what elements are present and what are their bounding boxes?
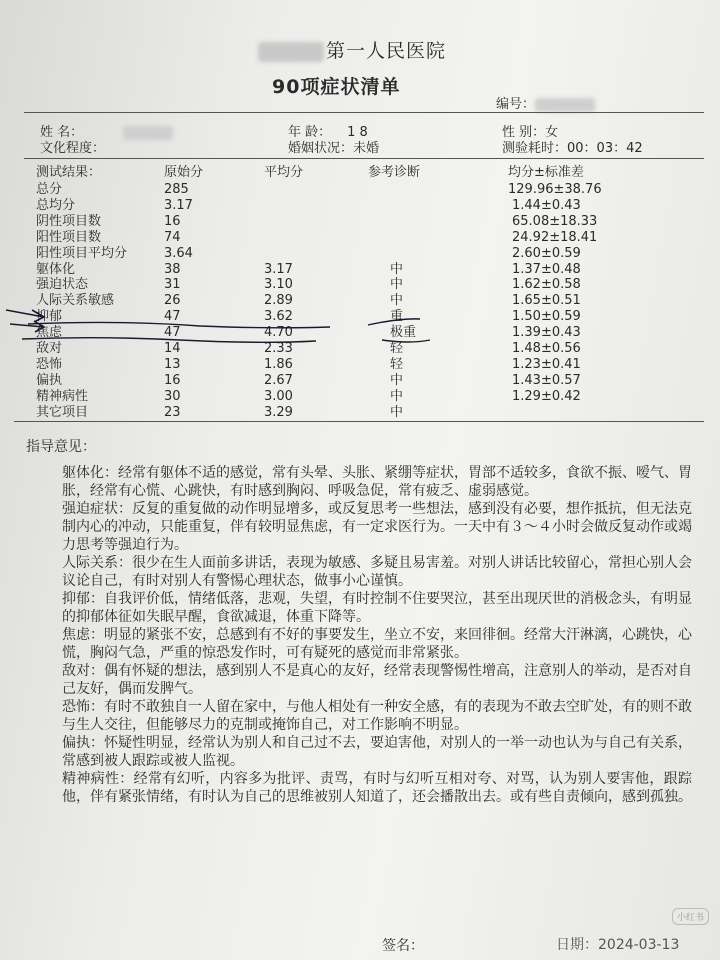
guidance-paragraph: 人际关系：很少在生人面前多讲话，表现为敏感、多疑且易害羞。对别人讲话比较留心，常担心别人会议论自己，有时对别人有警惕心理状态，做事小心谨慎。 bbox=[62, 555, 692, 589]
gender-value: 女 bbox=[545, 125, 559, 140]
row-name: 焦虑 bbox=[36, 325, 63, 341]
education-label: 文化程度： bbox=[40, 141, 106, 156]
row-norm: 1.65±0.51 bbox=[512, 293, 581, 309]
row-name: 抑郁 bbox=[36, 309, 63, 325]
col-header-norm: 均分±标准差 bbox=[508, 165, 584, 180]
form-title: 90项症状清单 bbox=[272, 76, 401, 98]
hospital-name-text: 第一人民医院 bbox=[326, 40, 447, 62]
row-diag: 轻 bbox=[390, 356, 404, 372]
col-header-avg: 平均分 bbox=[264, 165, 304, 180]
duration-label: 测验耗时： bbox=[502, 141, 568, 156]
signature-label: 签名： bbox=[382, 938, 424, 954]
row-name: 阳性项目平均分 bbox=[36, 245, 128, 261]
row-raw: 3.17 bbox=[164, 197, 193, 213]
row-avg: 3.10 bbox=[264, 277, 293, 293]
row-norm: 2.60±0.59 bbox=[512, 245, 581, 261]
row-raw: 31 bbox=[164, 277, 181, 293]
row-norm: 1.23±0.41 bbox=[512, 356, 581, 372]
row-avg: 2.89 bbox=[264, 293, 293, 309]
date-value: 2024-03-13 bbox=[598, 937, 680, 953]
row-name: 总分 bbox=[36, 182, 63, 197]
row-raw: 30 bbox=[164, 388, 181, 404]
age-value: 1 8 bbox=[347, 125, 368, 140]
guidance-paragraph: 恐怖：有时不敢独自一人留在家中，与他人相处有一种安全感，有的表现为不敢去空旷处，有的则不敢与生人交往，但能够尽力的克制或掩饰自己，对工作影响不明显。 bbox=[62, 699, 692, 733]
row-raw: 285 bbox=[164, 182, 189, 197]
marital-label: 婚姻状况： bbox=[288, 141, 354, 156]
row-raw: 16 bbox=[164, 372, 181, 388]
row-avg: 1.86 bbox=[264, 356, 293, 372]
row-norm: 1.43±0.57 bbox=[512, 372, 581, 388]
row-avg: 3.17 bbox=[264, 261, 293, 277]
guidance-paragraph: 强迫症状：反复的重复做的动作明显增多，或反复思考一些想法，感到没有必要，想作抵抗，但无法克制内心的冲动，只能重复，伴有较明显焦虑，有一定求医行为。一天中有３～４小时会做反复动作或竭力思考等强迫行为。 bbox=[62, 501, 692, 553]
row-raw: 26 bbox=[164, 293, 181, 309]
row-diag: 中 bbox=[390, 277, 404, 293]
pen-arrow-upper bbox=[6, 310, 44, 322]
col-header-diag: 参考诊断 bbox=[368, 165, 421, 180]
row-norm: 1.50±0.59 bbox=[512, 309, 581, 325]
guidance-body bbox=[62, 464, 692, 806]
row-norm: 65.08±18.33 bbox=[512, 213, 598, 229]
gender-label: 性 别： bbox=[502, 125, 546, 140]
col-header-raw: 原始分 bbox=[164, 165, 204, 180]
row-avg: 3.00 bbox=[264, 388, 293, 404]
marital-value: 未婚 bbox=[353, 141, 380, 156]
row-norm: 1.37±0.48 bbox=[512, 261, 581, 277]
row-avg: 3.29 bbox=[264, 404, 293, 420]
row-raw: 47 bbox=[164, 325, 181, 341]
row-diag: 中 bbox=[390, 261, 404, 277]
row-diag: 轻 bbox=[390, 341, 404, 356]
row-name: 阳性项目数 bbox=[36, 229, 102, 245]
watermark: 小红书 bbox=[672, 908, 709, 925]
pen-underline-anxiety bbox=[22, 338, 316, 343]
guidance-heading: 指导意见： bbox=[26, 439, 96, 455]
row-norm: 1.44±0.43 bbox=[512, 197, 581, 213]
pen-arrow-lower bbox=[10, 321, 44, 332]
row-norm: 1.39±0.43 bbox=[512, 325, 581, 341]
row-raw: 38 bbox=[164, 261, 181, 277]
duration-value: 00：03：42 bbox=[567, 141, 643, 156]
guidance-paragraph: 躯体化：经常有躯体不适的感觉，常有头晕、头胀、紧绷等症状，胃部不适较多，食欲不振、嗳气、胃胀，经常有心慌、心跳快，有时感到胸闷、呼吸急促，常有疲乏、虚弱感觉。 bbox=[62, 465, 692, 499]
row-avg: 4.70 bbox=[264, 325, 293, 341]
report-date bbox=[556, 934, 679, 954]
col-header-test: 测试结果： bbox=[36, 165, 102, 180]
row-diag: 中 bbox=[390, 293, 404, 309]
row-norm: 24.92±18.41 bbox=[512, 229, 598, 245]
row-name: 恐怖 bbox=[36, 356, 63, 372]
row-name: 总均分 bbox=[36, 197, 76, 213]
row-name: 其它项目 bbox=[36, 404, 89, 420]
row-name: 偏执 bbox=[36, 372, 63, 388]
row-diag: 中 bbox=[390, 404, 404, 420]
row-raw: 16 bbox=[164, 213, 181, 229]
row-name: 精神病性 bbox=[36, 388, 89, 404]
row-name: 强迫状态 bbox=[36, 277, 89, 293]
guidance-paragraph: 偏执：怀疑性明显，经常认为别人和自己过不去，要迫害他，对别人的一举一动也认为与自己有关系，常感到被人跟踪或被人监视。 bbox=[62, 735, 692, 769]
date-label: 日期： bbox=[556, 937, 598, 953]
row-raw: 74 bbox=[164, 229, 181, 245]
row-diag: 极重 bbox=[390, 325, 417, 341]
name-label: 姓 名： bbox=[40, 125, 84, 140]
row-diag: 中 bbox=[390, 388, 404, 404]
pen-underline-depression bbox=[28, 322, 330, 327]
row-raw: 47 bbox=[164, 309, 181, 325]
row-avg: 2.33 bbox=[264, 341, 293, 356]
row-name: 敌对 bbox=[36, 341, 63, 356]
row-name: 阴性项目数 bbox=[36, 213, 102, 229]
row-norm: 1.48±0.56 bbox=[512, 341, 581, 356]
row-raw: 3.64 bbox=[164, 245, 193, 261]
age-label: 年 龄： bbox=[288, 125, 332, 140]
row-raw: 13 bbox=[164, 356, 181, 372]
row-avg: 2.67 bbox=[264, 372, 293, 388]
guidance-paragraph: 抑郁：自我评价低，情绪低落，悲观，失望，有时控制不住要哭泣，甚至出现厌世的消极念头，有明显的抑郁体征如失眠早醒，食欲减退，体重下降等。 bbox=[62, 591, 692, 625]
serial-label: 编号： bbox=[496, 97, 536, 112]
row-raw: 23 bbox=[164, 404, 181, 420]
row-norm: 1.29±0.42 bbox=[512, 388, 581, 404]
row-norm: 1.62±0.58 bbox=[512, 277, 581, 293]
row-avg: 3.62 bbox=[264, 309, 293, 325]
row-norm: 129.96±38.76 bbox=[508, 182, 602, 197]
row-diag: 中 bbox=[390, 372, 404, 388]
row-raw: 14 bbox=[164, 341, 181, 356]
row-name: 躯体化 bbox=[36, 261, 76, 277]
guidance-paragraph: 焦虑：明显的紧张不安，总感到有不好的事要发生，坐立不安，来回徘徊。经常大汗淋漓，心跳快，心慌，胸闷气急，严重的惊恐发作时，可有疑死的感觉而非常紧张。 bbox=[62, 627, 692, 661]
row-diag: 重 bbox=[390, 309, 404, 325]
guidance-paragraph: 敌对：偶有怀疑的想法，感到别人不是真心的友好，经常表现警惕性增高，注意别人的举动，是否对自己友好，偶而发脾气。 bbox=[62, 663, 692, 697]
pen-underline-diag bbox=[368, 319, 430, 342]
row-name: 人际关系敏感 bbox=[36, 293, 115, 309]
guidance-paragraph: 精神病性：经常有幻听，内容多为批评、责骂，有时与幻听互相对夸、对骂，认为别人要害他，跟踪他，伴有紧张情绪，有时认为自己的思维被别人知道了，还会播散出去。或有些自责倾向，感到孤独。 bbox=[62, 771, 692, 805]
